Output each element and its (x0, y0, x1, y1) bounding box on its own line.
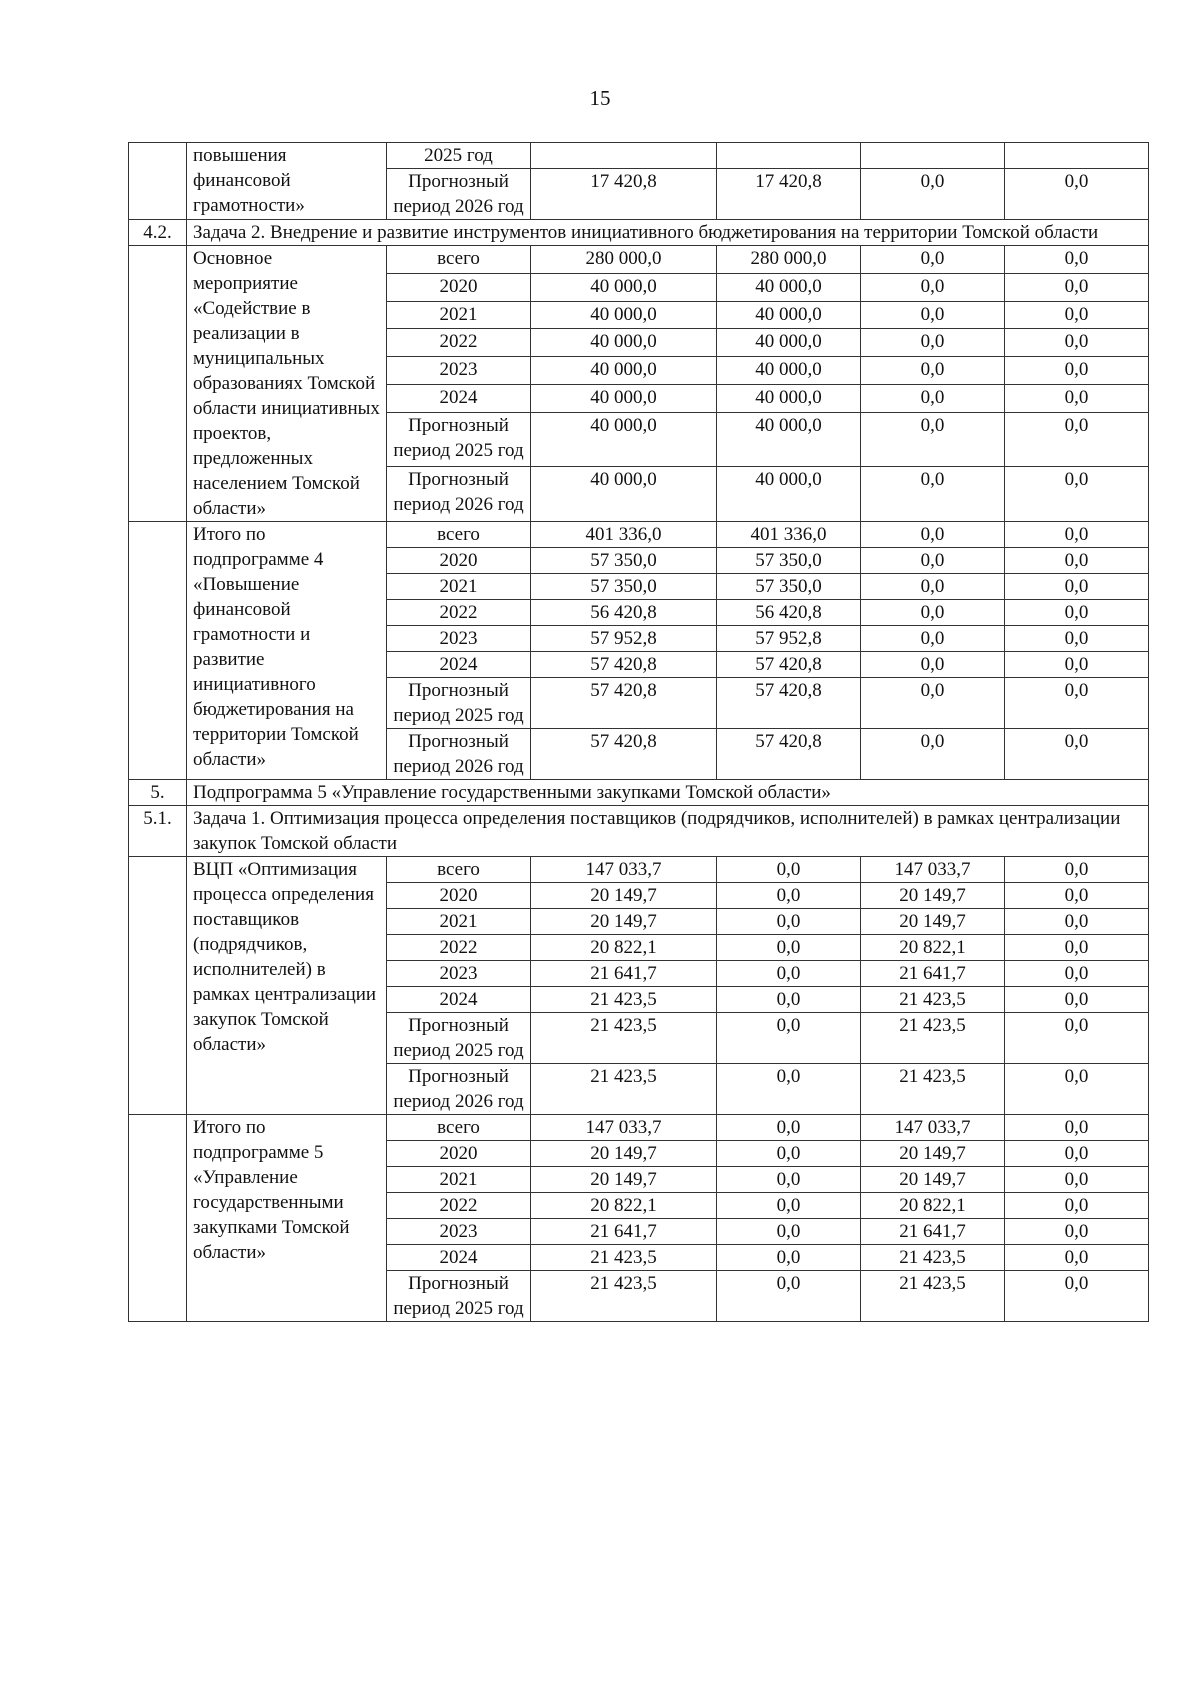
amount-cell: 20 149,7 (531, 1141, 717, 1167)
amount-cell: 0,0 (1005, 935, 1149, 961)
amount-cell: 0,0 (1005, 857, 1149, 883)
amount-cell: 0,0 (861, 600, 1005, 626)
amount-cell: 0,0 (1005, 1245, 1149, 1271)
amount-cell: 21 423,5 (861, 987, 1005, 1013)
period-cell: 2021 (387, 1167, 531, 1193)
amount-cell: 0,0 (1005, 169, 1149, 220)
period-cell: всего (387, 522, 531, 548)
amount-cell: 57 350,0 (531, 574, 717, 600)
amount-cell: 20 149,7 (861, 909, 1005, 935)
table-row (129, 143, 1149, 169)
amount-cell: 0,0 (1005, 1064, 1149, 1115)
amount-cell: 20 149,7 (861, 1167, 1005, 1193)
period-cell: 2023 (387, 961, 531, 987)
amount-cell: 57 420,8 (717, 652, 861, 678)
period-cell: Прогнозный период 2026 год (387, 1064, 531, 1115)
amount-cell: 0,0 (1005, 1141, 1149, 1167)
table-row (129, 806, 1149, 857)
amount-cell: 280 000,0 (717, 246, 861, 274)
amount-cell: 0,0 (1005, 412, 1149, 467)
amount-cell: 0,0 (717, 1064, 861, 1115)
period-cell: 2024 (387, 652, 531, 678)
amount-cell: 147 033,7 (861, 857, 1005, 883)
period-cell: 2022 (387, 1193, 531, 1219)
amount-cell: 21 641,7 (861, 1219, 1005, 1245)
period-cell: Прогнозный период 2026 год (387, 467, 531, 522)
amount-cell: 57 420,8 (531, 678, 717, 729)
amount-cell: 21 641,7 (861, 961, 1005, 987)
amount-cell: 0,0 (1005, 467, 1149, 522)
amount-cell: 0,0 (861, 246, 1005, 274)
amount-cell (1005, 143, 1149, 169)
amount-cell: 40 000,0 (531, 357, 717, 385)
amount-cell: 0,0 (717, 1013, 861, 1064)
table-row (129, 1115, 1149, 1141)
amount-cell: 0,0 (717, 1271, 861, 1322)
row-number-cell: 4.2. (129, 220, 187, 246)
amount-cell: 17 420,8 (531, 169, 717, 220)
amount-cell: 0,0 (861, 574, 1005, 600)
amount-cell: 0,0 (861, 169, 1005, 220)
amount-cell: 0,0 (861, 729, 1005, 780)
period-cell: 2021 (387, 574, 531, 600)
period-cell: 2020 (387, 1141, 531, 1167)
amount-cell: 0,0 (717, 1141, 861, 1167)
amount-cell: 21 423,5 (861, 1064, 1005, 1115)
amount-cell: 0,0 (861, 329, 1005, 357)
amount-cell: 0,0 (861, 412, 1005, 467)
amount-cell: 40 000,0 (717, 467, 861, 522)
page-number: 15 (589, 86, 611, 110)
amount-cell (531, 143, 717, 169)
row-number-cell: 5.1. (129, 806, 187, 857)
period-cell: 2023 (387, 1219, 531, 1245)
amount-cell: 57 350,0 (531, 548, 717, 574)
amount-cell: 0,0 (861, 548, 1005, 574)
period-cell: 2022 (387, 935, 531, 961)
amount-cell: 40 000,0 (717, 412, 861, 467)
amount-cell: 401 336,0 (717, 522, 861, 548)
amount-cell (717, 143, 861, 169)
amount-cell: 0,0 (1005, 1219, 1149, 1245)
amount-cell: 20 149,7 (531, 883, 717, 909)
period-cell: всего (387, 857, 531, 883)
amount-cell: 0,0 (717, 1115, 861, 1141)
amount-cell: 56 420,8 (717, 600, 861, 626)
amount-cell: 0,0 (861, 467, 1005, 522)
table-row (129, 780, 1149, 806)
amount-cell: 0,0 (717, 935, 861, 961)
amount-cell: 21 641,7 (531, 1219, 717, 1245)
amount-cell: 20 822,1 (861, 935, 1005, 961)
amount-cell: 0,0 (1005, 1167, 1149, 1193)
period-cell: 2021 (387, 909, 531, 935)
amount-cell: 0,0 (1005, 273, 1149, 301)
period-cell: Прогнозный период 2025 год (387, 412, 531, 467)
period-cell: 2023 (387, 357, 531, 385)
row-number-cell (129, 522, 187, 780)
amount-cell: 20 149,7 (861, 1141, 1005, 1167)
amount-cell: 21 423,5 (861, 1245, 1005, 1271)
row-number-cell (129, 1115, 187, 1322)
amount-cell: 57 420,8 (717, 729, 861, 780)
amount-cell: 0,0 (1005, 987, 1149, 1013)
amount-cell: 0,0 (861, 678, 1005, 729)
period-cell: 2021 (387, 301, 531, 329)
period-cell: 2024 (387, 1245, 531, 1271)
amount-cell: 147 033,7 (531, 857, 717, 883)
period-cell: Прогнозный период 2026 год (387, 729, 531, 780)
table-row (129, 857, 1149, 883)
amount-cell: 57 420,8 (531, 652, 717, 678)
period-cell: 2022 (387, 329, 531, 357)
table-row (129, 246, 1149, 274)
amount-cell: 0,0 (1005, 329, 1149, 357)
amount-cell: 0,0 (717, 1193, 861, 1219)
amount-cell: 0,0 (861, 522, 1005, 548)
period-cell: 2025 год (387, 143, 531, 169)
amount-cell: 0,0 (1005, 1013, 1149, 1064)
amount-cell: 21 423,5 (531, 1271, 717, 1322)
amount-cell: 40 000,0 (531, 273, 717, 301)
amount-cell: 56 420,8 (531, 600, 717, 626)
amount-cell: 40 000,0 (717, 301, 861, 329)
row-number-cell: 5. (129, 780, 187, 806)
amount-cell: 21 641,7 (531, 961, 717, 987)
amount-cell: 21 423,5 (531, 1013, 717, 1064)
amount-cell: 17 420,8 (717, 169, 861, 220)
amount-cell: 0,0 (1005, 961, 1149, 987)
amount-cell: 57 952,8 (717, 626, 861, 652)
measure-name-cell: Основное мероприятие «Содействие в реализации в муниципальных образованиях Томской области инициативных проектов, предложенных населением Томской области» (187, 246, 387, 522)
measure-name-cell: повышения финансовой грамотности» (187, 143, 387, 220)
amount-cell: 0,0 (861, 626, 1005, 652)
amount-cell: 0,0 (717, 857, 861, 883)
amount-cell: 0,0 (861, 652, 1005, 678)
amount-cell: 401 336,0 (531, 522, 717, 548)
task-title-cell: Подпрограмма 5 «Управление государственными закупками Томской области» (187, 780, 1149, 806)
amount-cell: 0,0 (1005, 678, 1149, 729)
table-row (129, 522, 1149, 548)
amount-cell: 20 149,7 (861, 883, 1005, 909)
amount-cell: 20 149,7 (531, 1167, 717, 1193)
amount-cell: 57 420,8 (717, 678, 861, 729)
amount-cell: 57 350,0 (717, 548, 861, 574)
amount-cell: 0,0 (1005, 1193, 1149, 1219)
measure-name-cell: ВЦП «Оптимизация процесса определения поставщиков (подрядчиков, исполнителей) в рамках централизации закупок Томской области» (187, 857, 387, 1115)
row-number-cell (129, 857, 187, 1115)
amount-cell: 57 420,8 (531, 729, 717, 780)
amount-cell: 0,0 (1005, 385, 1149, 413)
amount-cell: 20 822,1 (861, 1193, 1005, 1219)
period-cell: 2020 (387, 273, 531, 301)
period-cell: 2020 (387, 548, 531, 574)
row-number-cell (129, 143, 187, 220)
amount-cell: 21 423,5 (531, 987, 717, 1013)
amount-cell: 0,0 (1005, 246, 1149, 274)
amount-cell: 0,0 (861, 301, 1005, 329)
measure-name-cell: Итого по подпрограмме 5 «Управление государственными закупками Томской области» (187, 1115, 387, 1322)
amount-cell: 0,0 (1005, 301, 1149, 329)
amount-cell: 0,0 (717, 1245, 861, 1271)
amount-cell: 0,0 (717, 961, 861, 987)
amount-cell: 0,0 (1005, 1271, 1149, 1322)
amount-cell: 0,0 (1005, 626, 1149, 652)
amount-cell: 0,0 (861, 385, 1005, 413)
amount-cell: 0,0 (1005, 1115, 1149, 1141)
period-cell: 2024 (387, 385, 531, 413)
amount-cell: 0,0 (861, 273, 1005, 301)
amount-cell: 0,0 (1005, 548, 1149, 574)
amount-cell: 0,0 (717, 909, 861, 935)
amount-cell: 21 423,5 (531, 1064, 717, 1115)
amount-cell: 0,0 (717, 883, 861, 909)
period-cell: Прогнозный период 2025 год (387, 678, 531, 729)
amount-cell: 0,0 (1005, 729, 1149, 780)
period-cell: Прогнозный период 2025 год (387, 1271, 531, 1322)
amount-cell: 57 350,0 (717, 574, 861, 600)
amount-cell: 0,0 (717, 1219, 861, 1245)
amount-cell: 40 000,0 (531, 385, 717, 413)
task-title-cell: Задача 2. Внедрение и развитие инструментов инициативного бюджетирования на территории Томской области (187, 220, 1149, 246)
budget-table-body (129, 143, 1149, 1322)
amount-cell: 21 423,5 (531, 1245, 717, 1271)
period-cell: всего (387, 1115, 531, 1141)
amount-cell (861, 143, 1005, 169)
amount-cell: 0,0 (1005, 909, 1149, 935)
amount-cell: 20 149,7 (531, 909, 717, 935)
table-row (129, 220, 1149, 246)
amount-cell: 280 000,0 (531, 246, 717, 274)
period-cell: 2023 (387, 626, 531, 652)
period-cell: 2024 (387, 987, 531, 1013)
amount-cell: 0,0 (1005, 652, 1149, 678)
amount-cell: 40 000,0 (531, 301, 717, 329)
period-cell: Прогнозный период 2026 год (387, 169, 531, 220)
period-cell: 2020 (387, 883, 531, 909)
amount-cell: 40 000,0 (717, 357, 861, 385)
budget-table (128, 142, 1149, 1322)
amount-cell: 40 000,0 (717, 273, 861, 301)
amount-cell: 0,0 (1005, 522, 1149, 548)
amount-cell: 147 033,7 (531, 1115, 717, 1141)
amount-cell: 0,0 (717, 1167, 861, 1193)
amount-cell: 21 423,5 (861, 1271, 1005, 1322)
period-cell: всего (387, 246, 531, 274)
amount-cell: 40 000,0 (531, 412, 717, 467)
amount-cell: 0,0 (717, 987, 861, 1013)
row-number-cell (129, 246, 187, 522)
amount-cell: 40 000,0 (531, 329, 717, 357)
amount-cell: 147 033,7 (861, 1115, 1005, 1141)
amount-cell: 20 822,1 (531, 935, 717, 961)
amount-cell: 40 000,0 (717, 385, 861, 413)
period-cell: Прогнозный период 2025 год (387, 1013, 531, 1064)
amount-cell: 0,0 (1005, 357, 1149, 385)
amount-cell: 40 000,0 (531, 467, 717, 522)
amount-cell: 21 423,5 (861, 1013, 1005, 1064)
amount-cell: 20 822,1 (531, 1193, 717, 1219)
measure-name-cell: Итого по подпрограмме 4 «Повышение финансовой грамотности и развитие инициативного бюджетирования на территории Томской области» (187, 522, 387, 780)
amount-cell: 0,0 (1005, 574, 1149, 600)
amount-cell: 40 000,0 (717, 329, 861, 357)
amount-cell: 0,0 (1005, 600, 1149, 626)
amount-cell: 0,0 (1005, 883, 1149, 909)
task-title-cell: Задача 1. Оптимизация процесса определения поставщиков (подрядчиков, исполнителей) в рамках централизации закупок Томской области (187, 806, 1149, 857)
period-cell: 2022 (387, 600, 531, 626)
amount-cell: 0,0 (861, 357, 1005, 385)
amount-cell: 57 952,8 (531, 626, 717, 652)
